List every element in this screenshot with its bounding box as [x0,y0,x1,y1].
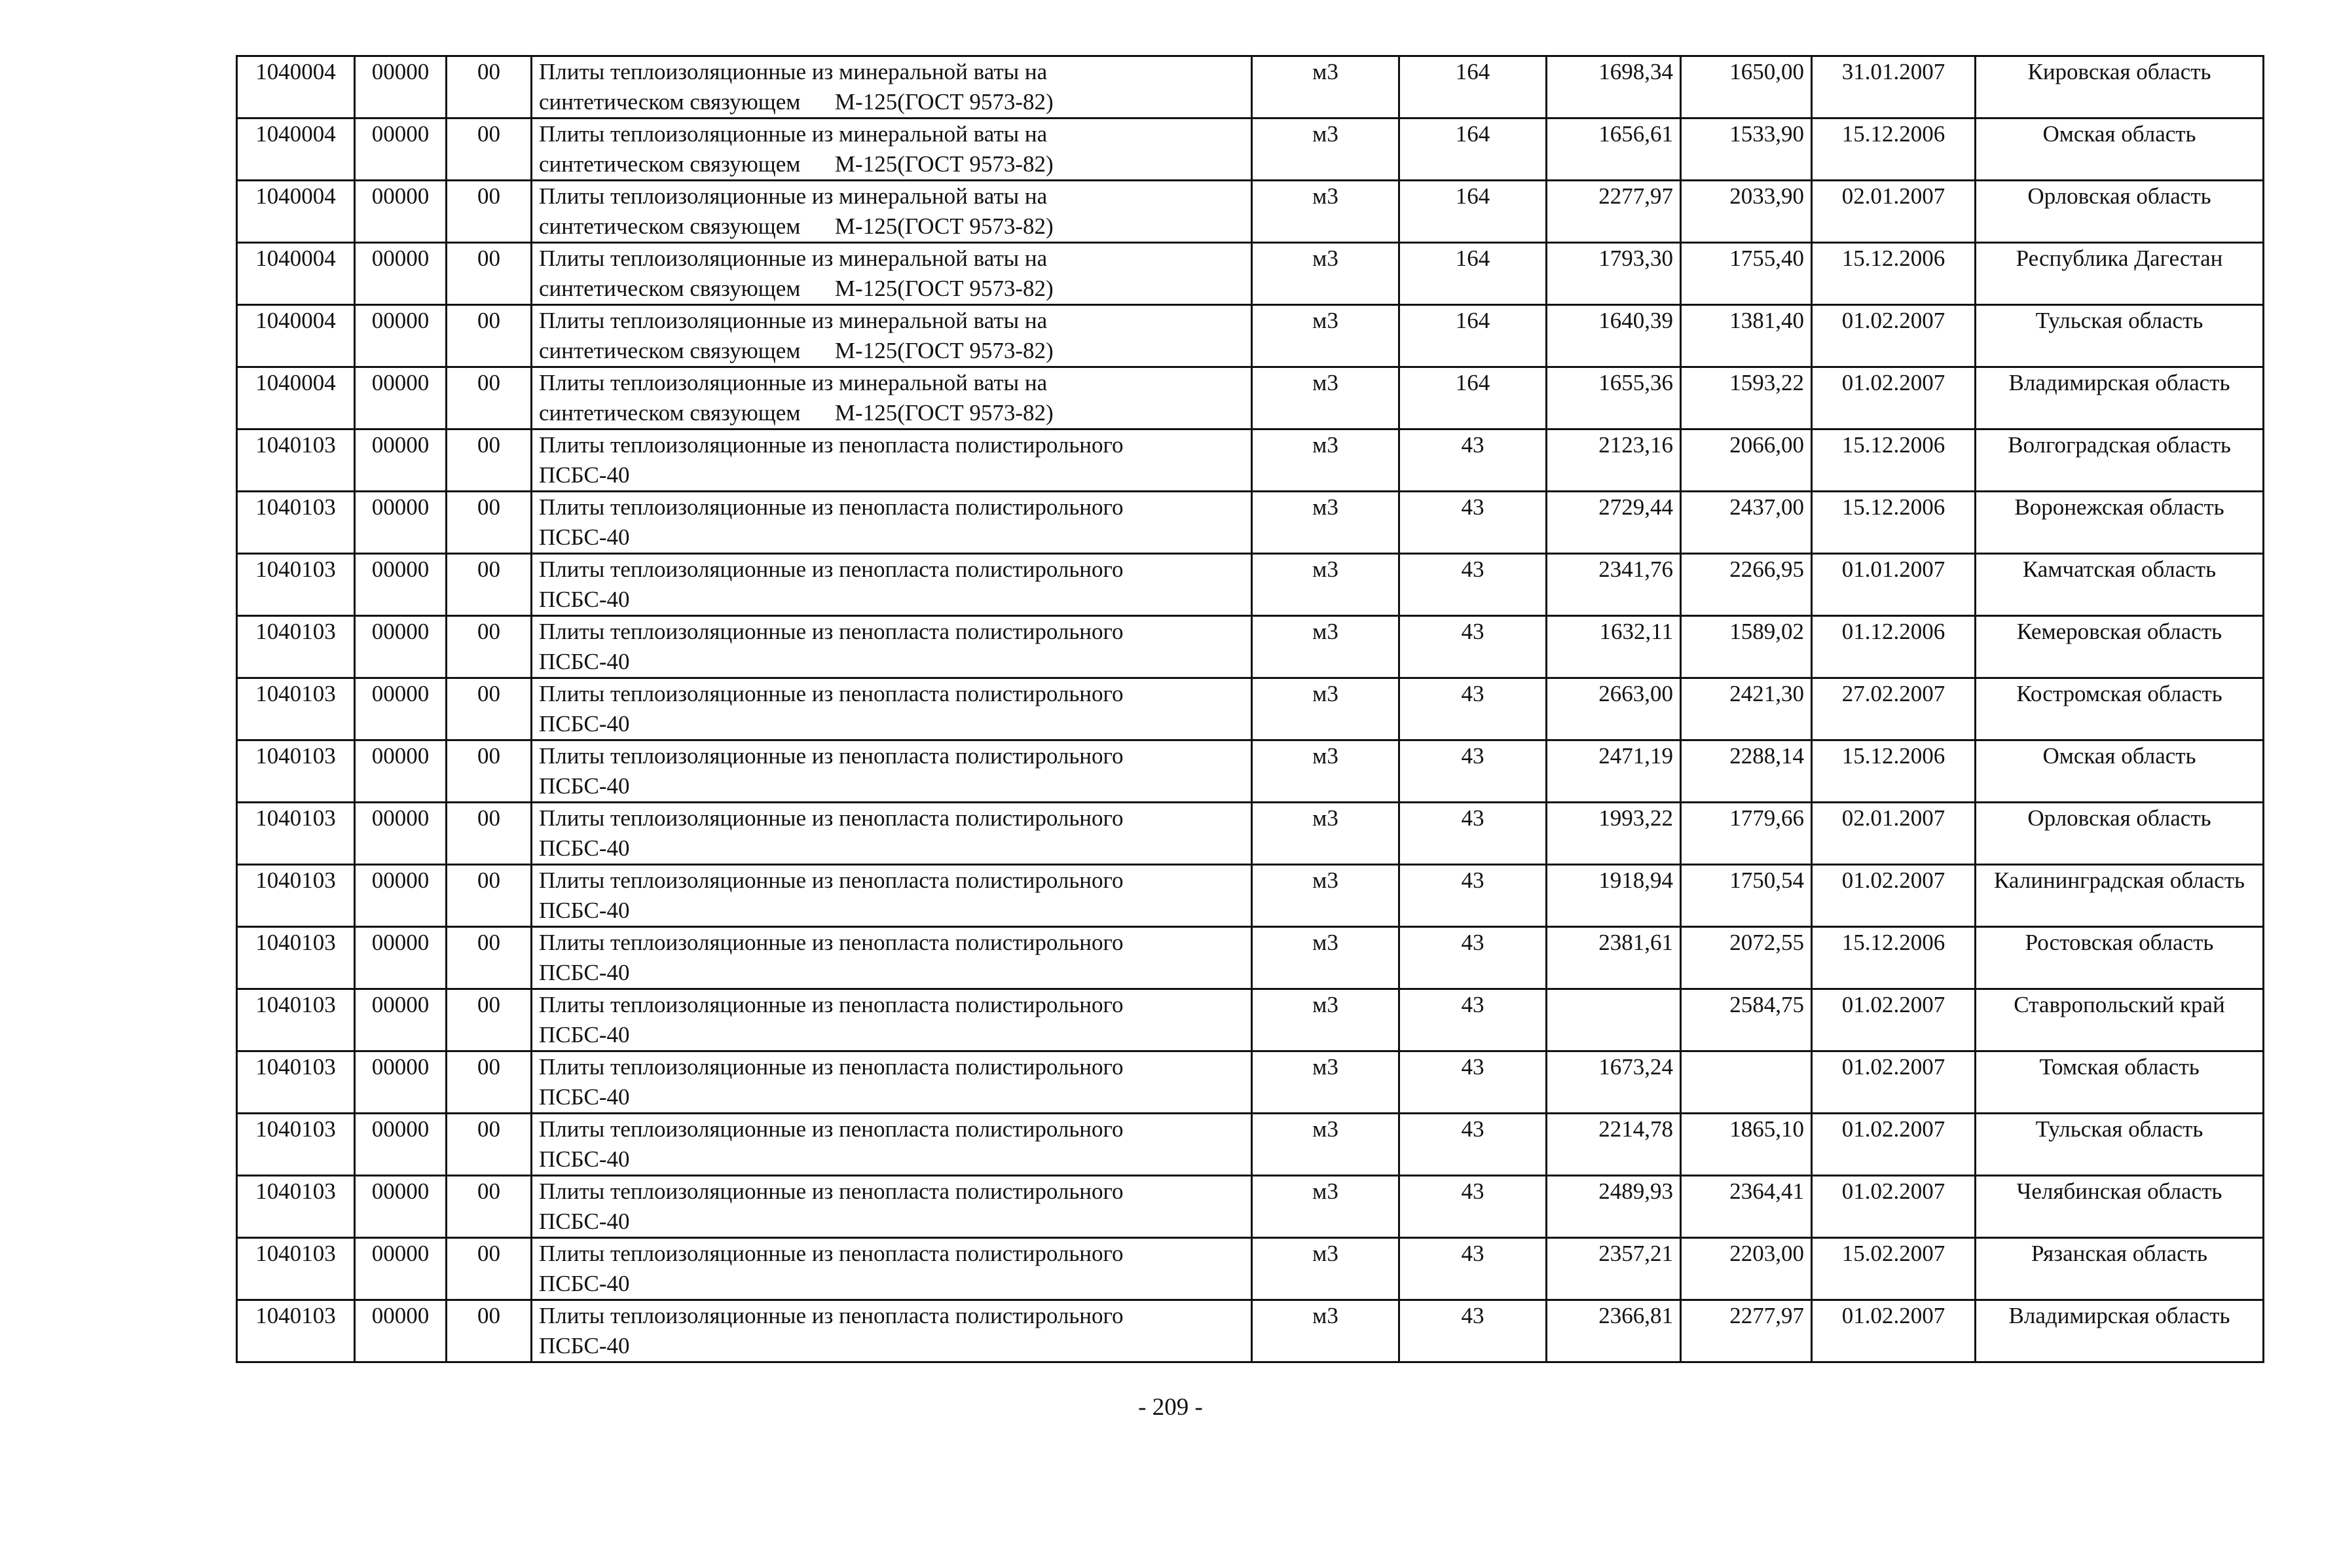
row-quantity: 164 [1399,243,1547,305]
row-region: Владимирская область [1976,367,2264,429]
row-name-line-1: Плиты теплоизоляционные из пенопласта полистирольного [539,432,1124,458]
row-name [532,678,1252,740]
row-name-line-2: синтетическом связующем М-125(ГОСТ 9573-82) [539,213,1054,239]
row-name-line-2: ПСБС-40 [539,1209,630,1234]
row-code: 1040103 [237,492,355,554]
row-date: 15.12.2006 [1812,927,1976,989]
row-name-line-1: Плиты теплоизоляционные из минеральной ваты на [539,308,1048,333]
row-name-line-2: синтетическом связующем М-125(ГОСТ 9573-82) [539,338,1054,363]
row-version: 00 [447,678,532,740]
row-subcode: 00000 [355,616,447,678]
row-price-2: 1755,40 [1681,243,1812,305]
row-price-1: 1632,11 [1547,616,1681,678]
row-code: 1040004 [237,119,355,181]
row-price-1: 1993,22 [1547,803,1681,865]
row-subcode: 00000 [355,927,447,989]
row-region: Волгоградская область [1976,429,2264,492]
row-code: 1040004 [237,243,355,305]
row-subcode: 00000 [355,1114,447,1176]
row-subcode: 00000 [355,1300,447,1362]
row-code: 1040103 [237,1238,355,1300]
row-name-line-2: ПСБС-40 [539,1271,630,1296]
row-quantity: 43 [1399,803,1547,865]
row-name-line-1: Плиты теплоизоляционные из минеральной ваты на [539,370,1048,395]
table-row [237,429,2264,492]
row-price-1: 2729,44 [1547,492,1681,554]
row-subcode: 00000 [355,429,447,492]
row-region: Орловская область [1976,181,2264,243]
row-price-2: 1750,54 [1681,865,1812,927]
row-subcode: 00000 [355,865,447,927]
row-version: 00 [447,181,532,243]
row-code: 1040103 [237,1051,355,1114]
row-name-line-1: Плиты теплоизоляционные из пенопласта полистирольного [539,930,1124,955]
row-subcode: 00000 [355,554,447,616]
row-price-2: 2072,55 [1681,927,1812,989]
row-subcode: 00000 [355,367,447,429]
row-version: 00 [447,1051,532,1114]
row-region: Ставропольский край [1976,989,2264,1051]
table-row [237,1300,2264,1362]
row-date: 02.01.2007 [1812,803,1976,865]
row-code: 1040004 [237,305,355,367]
row-price-1: 1640,39 [1547,305,1681,367]
row-unit: м3 [1252,119,1399,181]
row-name-line-1: Плиты теплоизоляционные из пенопласта полистирольного [539,1054,1124,1080]
row-name-line-2: ПСБС-40 [539,773,630,799]
row-price-2: 1593,22 [1681,367,1812,429]
table-row [237,678,2264,740]
row-subcode: 00000 [355,119,447,181]
row-price-2: 1533,90 [1681,119,1812,181]
row-name-line-2: синтетическом связующем М-125(ГОСТ 9573-82) [539,89,1054,115]
row-price-2: 1779,66 [1681,803,1812,865]
row-price-1: 1793,30 [1547,243,1681,305]
row-name-line-1: Плиты теплоизоляционные из минеральной ваты на [539,121,1048,147]
row-name-line-2: ПСБС-40 [539,1146,630,1172]
row-price-1: 2341,76 [1547,554,1681,616]
table-row [237,492,2264,554]
row-unit: м3 [1252,989,1399,1051]
row-name-line-1: Плиты теплоизоляционные из минеральной ваты на [539,183,1048,209]
table-row [237,616,2264,678]
row-unit: м3 [1252,429,1399,492]
row-subcode: 00000 [355,56,447,119]
page-number: - 209 - [1138,1394,1203,1421]
row-unit: м3 [1252,678,1399,740]
row-subcode: 00000 [355,740,447,803]
row-price-1: 2366,81 [1547,1300,1681,1362]
row-region: Омская область [1976,740,2264,803]
row-name-line-1: Плиты теплоизоляционные из пенопласта полистирольного [539,992,1124,1017]
row-date: 15.12.2006 [1812,492,1976,554]
row-quantity: 43 [1399,616,1547,678]
row-region: Камчатская область [1976,554,2264,616]
row-unit: м3 [1252,181,1399,243]
row-unit: м3 [1252,367,1399,429]
row-version: 00 [447,554,532,616]
row-region: Кемеровская область [1976,616,2264,678]
row-unit: м3 [1252,616,1399,678]
row-price-1: 2214,78 [1547,1114,1681,1176]
row-unit: м3 [1252,740,1399,803]
row-price-2: 1650,00 [1681,56,1812,119]
row-quantity: 43 [1399,429,1547,492]
row-name [532,989,1252,1051]
row-name [532,243,1252,305]
price-table-body [237,56,2264,1362]
row-date: 01.02.2007 [1812,305,1976,367]
row-price-1: 2489,93 [1547,1176,1681,1238]
row-date: 01.02.2007 [1812,1114,1976,1176]
row-price-1 [1547,989,1681,1051]
row-subcode: 00000 [355,1051,447,1114]
row-name-line-1: Плиты теплоизоляционные из пенопласта полистирольного [539,619,1124,644]
row-region: Челябинская область [1976,1176,2264,1238]
row-quantity: 43 [1399,1114,1547,1176]
row-version: 00 [447,492,532,554]
row-code: 1040103 [237,678,355,740]
row-code: 1040103 [237,1114,355,1176]
row-unit: м3 [1252,803,1399,865]
row-region: Томская область [1976,1051,2264,1114]
row-price-2: 2364,41 [1681,1176,1812,1238]
row-date: 01.02.2007 [1812,865,1976,927]
row-name-line-2: ПСБС-40 [539,835,630,861]
table-row [237,1114,2264,1176]
row-name-line-1: Плиты теплоизоляционные из пенопласта полистирольного [539,867,1124,893]
row-subcode: 00000 [355,1238,447,1300]
row-unit: м3 [1252,1300,1399,1362]
row-code: 1040103 [237,616,355,678]
row-version: 00 [447,1114,532,1176]
row-date: 01.02.2007 [1812,1176,1976,1238]
row-date: 01.02.2007 [1812,989,1976,1051]
row-price-2: 2266,95 [1681,554,1812,616]
row-unit: м3 [1252,56,1399,119]
row-version: 00 [447,740,532,803]
row-name-line-1: Плиты теплоизоляционные из пенопласта полистирольного [539,1178,1124,1204]
table-row [237,181,2264,243]
row-version: 00 [447,616,532,678]
row-quantity: 43 [1399,989,1547,1051]
row-name [532,119,1252,181]
row-region: Тульская область [1976,1114,2264,1176]
row-name [532,305,1252,367]
row-region: Кировская область [1976,56,2264,119]
row-unit: м3 [1252,243,1399,305]
row-price-1: 2277,97 [1547,181,1681,243]
row-name-line-1: Плиты теплоизоляционные из пенопласта полистирольного [539,1116,1124,1142]
row-name [532,1176,1252,1238]
row-date: 01.01.2007 [1812,554,1976,616]
row-unit: м3 [1252,492,1399,554]
row-version: 00 [447,429,532,492]
row-code: 1040103 [237,927,355,989]
row-price-2: 1589,02 [1681,616,1812,678]
table-row [237,740,2264,803]
row-name [532,1238,1252,1300]
table-row [237,305,2264,367]
table-row [237,865,2264,927]
row-name-line-1: Плиты теплоизоляционные из пенопласта полистирольного [539,494,1124,520]
row-name-line-1: Плиты теплоизоляционные из минеральной ваты на [539,246,1048,271]
row-price-1: 1656,61 [1547,119,1681,181]
row-name-line-1: Плиты теплоизоляционные из минеральной ваты на [539,59,1048,84]
row-price-2: 2203,00 [1681,1238,1812,1300]
row-name [532,1300,1252,1362]
row-date: 01.02.2007 [1812,1051,1976,1114]
row-name [532,492,1252,554]
table-row [237,927,2264,989]
row-name-line-1: Плиты теплоизоляционные из пенопласта полистирольного [539,805,1124,831]
row-version: 00 [447,56,532,119]
row-name-line-1: Плиты теплоизоляционные из пенопласта полистирольного [539,743,1124,769]
row-subcode: 00000 [355,305,447,367]
row-name [532,740,1252,803]
row-quantity: 43 [1399,1176,1547,1238]
row-region: Костромская область [1976,678,2264,740]
row-unit: м3 [1252,865,1399,927]
row-quantity: 43 [1399,740,1547,803]
row-name [532,554,1252,616]
price-table [236,55,2264,1363]
table-row [237,1051,2264,1114]
row-price-1: 1673,24 [1547,1051,1681,1114]
row-quantity: 164 [1399,181,1547,243]
row-price-1: 2471,19 [1547,740,1681,803]
row-name [532,1114,1252,1176]
row-code: 1040103 [237,1176,355,1238]
row-code: 1040103 [237,429,355,492]
row-unit: м3 [1252,554,1399,616]
row-code: 1040103 [237,865,355,927]
row-date: 01.12.2006 [1812,616,1976,678]
row-version: 00 [447,119,532,181]
row-version: 00 [447,243,532,305]
row-date: 15.12.2006 [1812,429,1976,492]
row-region: Калининградская область [1976,865,2264,927]
row-price-1: 2357,21 [1547,1238,1681,1300]
row-price-2: 2033,90 [1681,181,1812,243]
row-price-2: 2288,14 [1681,740,1812,803]
row-date: 15.12.2006 [1812,119,1976,181]
row-unit: м3 [1252,927,1399,989]
row-code: 1040103 [237,554,355,616]
row-code: 1040004 [237,367,355,429]
row-version: 00 [447,367,532,429]
row-version: 00 [447,927,532,989]
row-region: Воронежская область [1976,492,2264,554]
row-region: Рязанская область [1976,1238,2264,1300]
row-subcode: 00000 [355,989,447,1051]
row-version: 00 [447,989,532,1051]
row-date: 15.12.2006 [1812,740,1976,803]
row-name [532,181,1252,243]
row-quantity: 43 [1399,1238,1547,1300]
table-row [237,243,2264,305]
row-subcode: 00000 [355,1176,447,1238]
row-subcode: 00000 [355,678,447,740]
row-date: 02.01.2007 [1812,181,1976,243]
row-price-1: 2381,61 [1547,927,1681,989]
row-name [532,1051,1252,1114]
row-quantity: 164 [1399,56,1547,119]
table-row [237,803,2264,865]
row-date: 15.12.2006 [1812,243,1976,305]
row-name-line-1: Плиты теплоизоляционные из пенопласта полистирольного [539,681,1124,706]
row-name [532,865,1252,927]
row-subcode: 00000 [355,803,447,865]
row-name-line-1: Плиты теплоизоляционные из пенопласта полистирольного [539,1303,1124,1328]
row-price-2: 1865,10 [1681,1114,1812,1176]
row-price-2: 2584,75 [1681,989,1812,1051]
row-name-line-2: ПСБС-40 [539,1084,630,1110]
row-name-line-2: ПСБС-40 [539,649,630,674]
row-name-line-2: ПСБС-40 [539,587,630,612]
row-name-line-1: Плиты теплоизоляционные из пенопласта полистирольного [539,1241,1124,1266]
row-region: Орловская область [1976,803,2264,865]
row-price-1: 2123,16 [1547,429,1681,492]
row-name-line-2: синтетическом связующем М-125(ГОСТ 9573-82) [539,151,1054,177]
row-date: 01.02.2007 [1812,367,1976,429]
row-code: 1040004 [237,181,355,243]
row-name-line-1: Плиты теплоизоляционные из пенопласта полистирольного [539,556,1124,582]
row-price-1: 1918,94 [1547,865,1681,927]
table-row [237,119,2264,181]
row-price-2: 2437,00 [1681,492,1812,554]
row-code: 1040103 [237,803,355,865]
row-region: Республика Дагестан [1976,243,2264,305]
row-quantity: 43 [1399,1051,1547,1114]
row-code: 1040103 [237,740,355,803]
row-name [532,616,1252,678]
row-subcode: 00000 [355,492,447,554]
row-name [532,56,1252,119]
row-unit: м3 [1252,1238,1399,1300]
row-date: 15.02.2007 [1812,1238,1976,1300]
row-unit: м3 [1252,1176,1399,1238]
row-price-2 [1681,1051,1812,1114]
row-date: 27.02.2007 [1812,678,1976,740]
row-name-line-2: ПСБС-40 [539,960,630,985]
row-region: Омская область [1976,119,2264,181]
row-quantity: 43 [1399,927,1547,989]
row-name-line-2: ПСБС-40 [539,711,630,737]
row-quantity: 164 [1399,367,1547,429]
row-name-line-2: ПСБС-40 [539,898,630,923]
row-quantity: 43 [1399,1300,1547,1362]
row-region: Владимирская область [1976,1300,2264,1362]
row-quantity: 43 [1399,678,1547,740]
row-price-2: 2421,30 [1681,678,1812,740]
row-quantity: 43 [1399,865,1547,927]
row-name-line-2: ПСБС-40 [539,462,630,488]
row-code: 1040103 [237,1300,355,1362]
row-region: Тульская область [1976,305,2264,367]
row-name-line-2: ПСБС-40 [539,524,630,550]
table-row [237,367,2264,429]
row-unit: м3 [1252,1051,1399,1114]
row-date: 31.01.2007 [1812,56,1976,119]
row-name-line-2: ПСБС-40 [539,1022,630,1048]
row-name [532,803,1252,865]
row-quantity: 43 [1399,492,1547,554]
row-price-2: 2277,97 [1681,1300,1812,1362]
row-name-line-2: ПСБС-40 [539,1333,630,1358]
row-name-line-2: синтетическом связующем М-125(ГОСТ 9573-82) [539,276,1054,301]
row-price-2: 2066,00 [1681,429,1812,492]
row-region: Ростовская область [1976,927,2264,989]
row-version: 00 [447,803,532,865]
row-quantity: 43 [1399,554,1547,616]
row-code: 1040103 [237,989,355,1051]
row-code: 1040004 [237,56,355,119]
row-price-1: 1655,36 [1547,367,1681,429]
table-row [237,1238,2264,1300]
row-version: 00 [447,1176,532,1238]
table-row [237,1176,2264,1238]
row-price-1: 1698,34 [1547,56,1681,119]
row-unit: м3 [1252,305,1399,367]
row-version: 00 [447,865,532,927]
row-name [532,367,1252,429]
row-name [532,927,1252,989]
row-subcode: 00000 [355,243,447,305]
row-name-line-2: синтетическом связующем М-125(ГОСТ 9573-82) [539,400,1054,426]
table-row [237,554,2264,616]
table-row [237,989,2264,1051]
row-subcode: 00000 [355,181,447,243]
row-date: 01.02.2007 [1812,1300,1976,1362]
row-quantity: 164 [1399,119,1547,181]
row-price-1: 2663,00 [1547,678,1681,740]
row-price-2: 1381,40 [1681,305,1812,367]
row-version: 00 [447,305,532,367]
row-unit: м3 [1252,1114,1399,1176]
row-quantity: 164 [1399,305,1547,367]
row-version: 00 [447,1300,532,1362]
table-row [237,56,2264,119]
row-version: 00 [447,1238,532,1300]
row-name [532,429,1252,492]
